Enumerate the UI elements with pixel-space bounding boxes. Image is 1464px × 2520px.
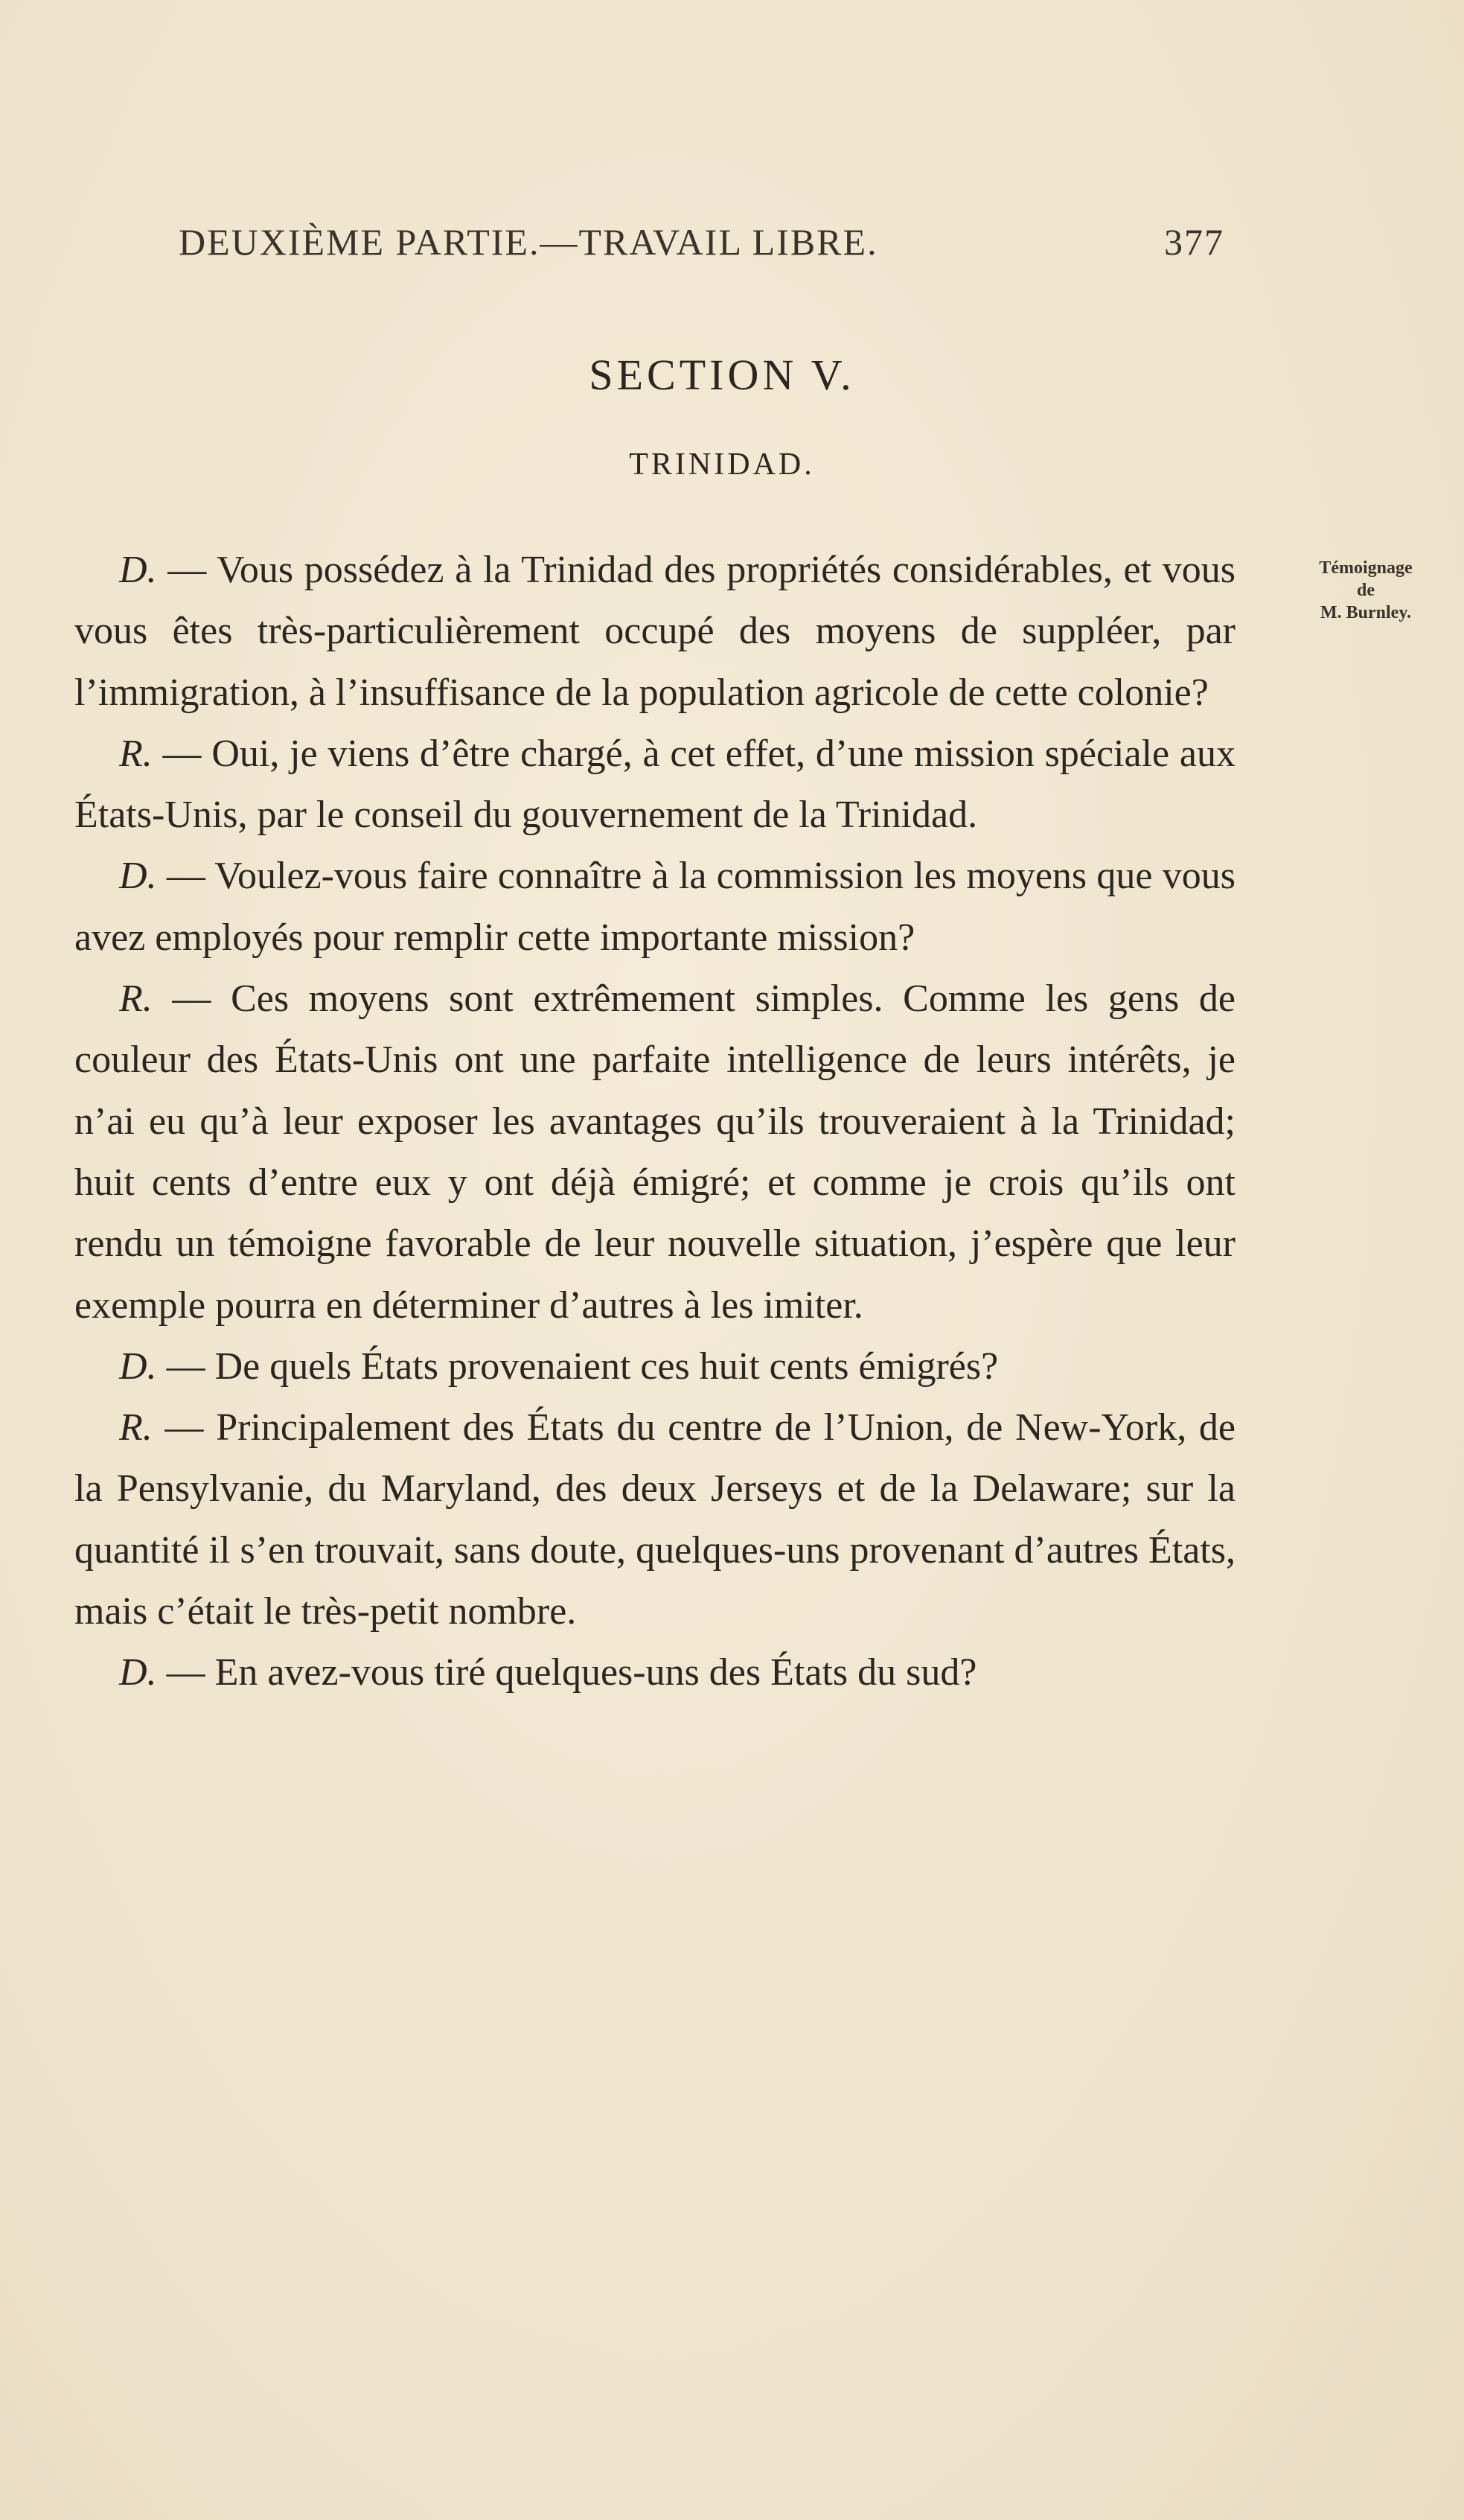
speaker-label: R.	[119, 977, 153, 1021]
running-header	[179, 220, 1224, 264]
paragraph-text: — De quels États provenaient ces huit cents émigrés?	[156, 1344, 999, 1388]
section-subtitle: TRINIDAD.	[629, 447, 815, 482]
speaker-label: R.	[119, 1406, 153, 1449]
dialogue-paragraph	[74, 1642, 1236, 1703]
dialogue-paragraph	[74, 540, 1236, 724]
speaker-label: D.	[119, 1651, 157, 1694]
paragraph-text: — Ces moyens sont extrêmement simples. Comme les gens de couleur des États-Unis ont une parfaite intelligence de leurs intérêts, je n’ai eu qu’à leur exposer les avantages qu’ils trouveraient à la Trinidad; huit cents d’entre eux y ont déjà émigré; et comme je crois qu’ils ont rendu un témoigne favorable de leur nouvelle situation, j’espère que leur exemple pourra en déterminer d’autres à les imiter.	[74, 977, 1236, 1327]
dialogue-paragraph	[74, 969, 1236, 1336]
paragraph-text: — Voulez-vous faire connaître à la commission les moyens que vous avez employés pour remplir cette importante mission?	[74, 855, 1236, 959]
dialogue-paragraph	[74, 1336, 1236, 1397]
running-title: DEUXIÈME PARTIE.—TRAVAIL LIBRE.	[179, 221, 878, 263]
paragraph-text: — Vous possédez à la Trinidad des propriétés considérables, et vous vous êtes très-particulièrement occupé des moyens de suppléer, par l’immigration, à l’insuffisance de la population agricole de cette colonie?	[74, 549, 1236, 714]
paragraph-text: — En avez-vous tiré quelques-uns des États du sud?	[156, 1651, 977, 1694]
margin-note	[1265, 557, 1464, 624]
page-number: 377	[1164, 221, 1224, 263]
margin-note-line-3: M. Burnley.	[1320, 603, 1411, 622]
margin-note-line-1: Témoignage	[1319, 558, 1413, 578]
speaker-label: R.	[119, 732, 153, 775]
dialogue-paragraph	[74, 1397, 1236, 1642]
speaker-label: D.	[119, 549, 157, 591]
dialogue-paragraph	[74, 846, 1236, 969]
margin-note-line-2: de	[1357, 581, 1375, 600]
section-title: SECTION V.	[589, 351, 855, 399]
speaker-label: D.	[119, 1344, 157, 1388]
speaker-label: D.	[119, 855, 157, 898]
paragraph-text: — Principalement des États du centre de l’Union, de New-York, de la Pensylvanie, du Maryland, des deux Jerseys et de la Delaware; sur la quantité il s’en trouvait, sans doute, quelques-uns provenant d’autres États, mais c’était le très-petit nombre.	[74, 1406, 1236, 1633]
body-text	[74, 540, 1236, 1704]
dialogue-paragraph	[74, 724, 1236, 846]
paragraph-text: — Oui, je viens d’être chargé, à cet effet, d’une mission spéciale aux États-Unis, par le conseil du gouvernement de la Trinidad.	[74, 732, 1236, 837]
